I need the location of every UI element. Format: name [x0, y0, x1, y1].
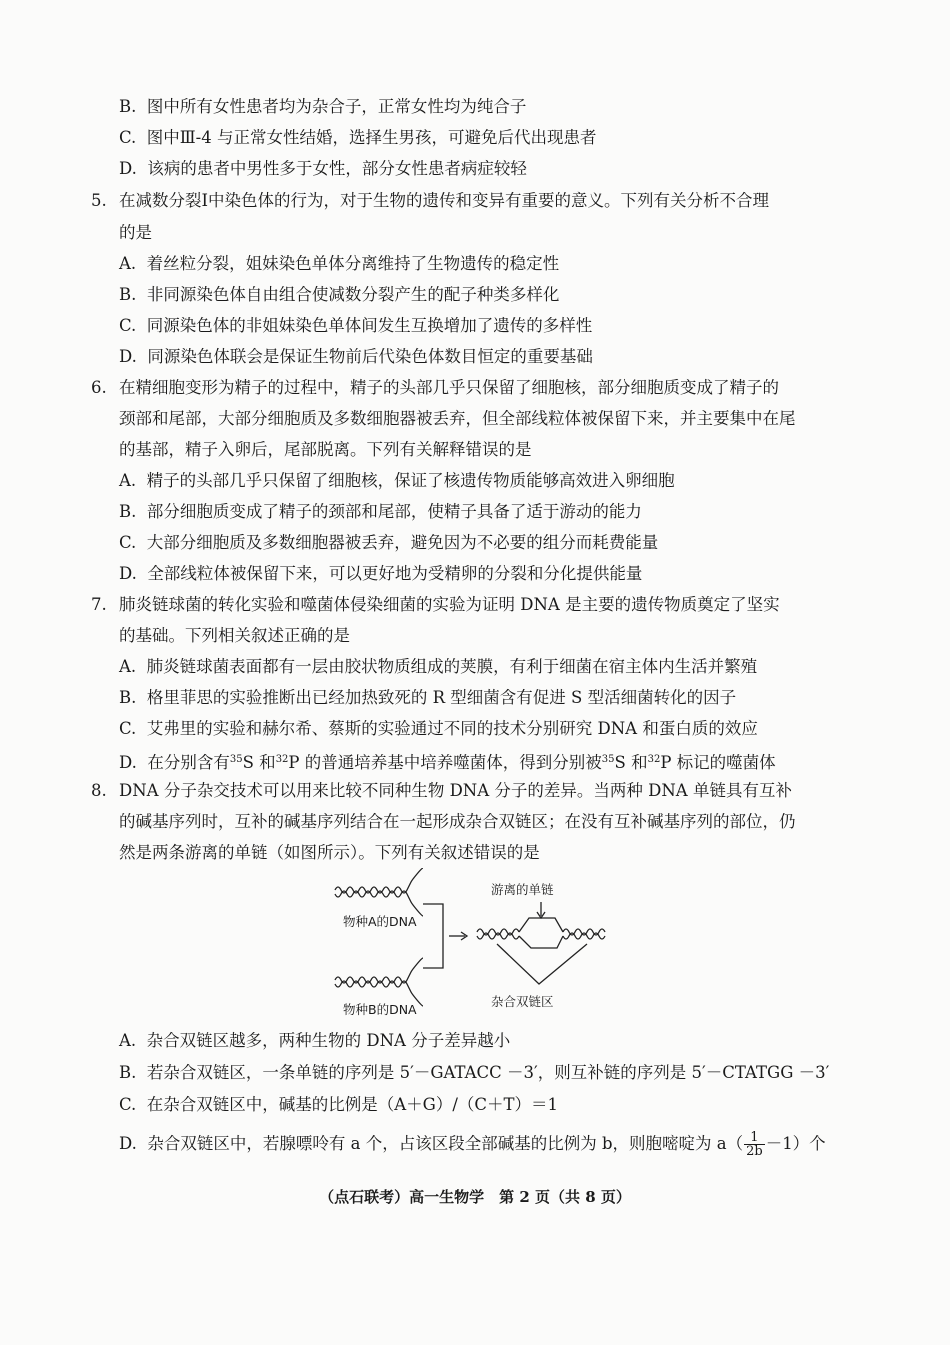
q4-option-c: C. 图中Ⅲ-4 与正常女性结婚，选择生男孩，可避免后代出现患者 — [119, 128, 597, 147]
q6-option-b: B. 部分细胞质变成了精子的颈部和尾部，使精子具备了适于游动的能力 — [119, 502, 642, 521]
q8-option-b: B. 若杂合双链区，一条单链的序列是 5′－GATACC －3′，则互补链的序列是 5′－CTATGG －3′ — [119, 1063, 830, 1082]
hybrid-dna-left — [477, 929, 519, 935]
bracket — [423, 904, 443, 968]
q6-number: 6. — [91, 378, 107, 397]
q7-stem-cont: 的基础。下列相关叙述正确的是 — [119, 626, 350, 645]
q7-d-text-2: S 和 — [242, 753, 276, 772]
free-strand-label: 游离的单链 — [491, 882, 554, 897]
species-b-dna-strand — [335, 958, 423, 983]
q7-option-c: C. 艾弗里的实验和赫尔希、蔡斯的实验通过不同的技术分别研究 DNA 和蛋白质的效应 — [119, 719, 758, 738]
q7-d-text-5: P 标记的噬菌体 — [660, 753, 776, 772]
hybrid-region-label: 杂合双链区 — [491, 994, 554, 1009]
q7-option-a: A. 肺炎链球菌表面都有一层由胶状物质组成的荚膜，有利于细菌在宿主体内生活并繁殖 — [119, 657, 758, 676]
q4-option-d: D. 该病的患者中男性多于女性，部分女性患者病症较轻 — [119, 159, 527, 178]
q7-option-d — [119, 749, 776, 774]
fraction-denominator: 2b — [746, 1144, 763, 1159]
fraction-numerator: 1 — [744, 1131, 765, 1145]
q6-stem: 在精细胞变形为精子的过程中，精子的头部几乎只保留了细胞核，部分细胞质变成了精子的 — [119, 378, 779, 397]
q5-number: 5. — [91, 191, 107, 210]
q7-d-text-3: P 的普通培养基中培养噬菌体，得到分别被 — [288, 753, 602, 772]
q5-option-d: D. 同源染色体联会是保证生物前后代染色体数目恒定的重要基础 — [119, 347, 593, 366]
q7-d-sup-1: 35 — [229, 754, 243, 765]
q8-stem: DNA 分子杂交技术可以用来比较不同种生物 DNA 分子的差异。当两种 DNA 单链具有互补 — [119, 781, 792, 800]
q8-d-text-1: D. 杂合双链区中，若腺嘌呤有 a 个，占该区段全部碱基的比例为 b，则胞嘧啶为 a（ — [119, 1134, 744, 1153]
species-b-label: 物种B的DNA — [343, 1002, 417, 1017]
q7-d-text-4: S 和 — [614, 753, 648, 772]
q7-number: 7. — [91, 595, 107, 614]
species-a-label: 物种A的DNA — [343, 914, 417, 929]
q8-stem-cont: 的碱基序列时，互补的碱基序列结合在一起形成杂合双链区；在没有互补碱基序列的部位，仍 — [119, 812, 796, 831]
q6-option-c: C. 大部分细胞质及多数细胞器被丢弃，避免因为不必要的组分而耗费能量 — [119, 533, 659, 552]
species-a-dna-strand-2 — [335, 891, 423, 916]
q7-d-sup-3: 35 — [601, 754, 615, 765]
q8-option-c: C. 在杂合双链区中，碱基的比例是（A＋G）/（C＋T）＝1 — [119, 1095, 559, 1114]
q5-option-a: A. 着丝粒分裂，姐妹染色单体分离维持了生物遗传的稳定性 — [119, 254, 560, 273]
q5-stem-cont: 的是 — [119, 223, 152, 242]
q7-d-sup-2: 32 — [275, 754, 289, 765]
q6-stem-end: 的基部，精子入卵后，尾部脱离。下列有关解释错误的是 — [119, 440, 532, 459]
fraction — [744, 1131, 765, 1158]
q7-d-sup-4: 32 — [647, 754, 661, 765]
q8-stem-end: 然是两条游离的单链（如图所示）。下列有关叙述错误的是 — [119, 843, 540, 862]
q4-option-b: B. 图中所有女性患者均为杂合子，正常女性均为纯合子 — [119, 97, 527, 116]
q8-number: 8. — [91, 781, 107, 800]
q5-stem: 在减数分裂Ⅰ中染色体的行为，对于生物的遗传和变异有重要的意义。下列有关分析不合理 — [119, 191, 770, 210]
page-footer: （点石联考）高一生物学 第 2 页（共 8 页） — [319, 1188, 631, 1206]
dna-hybridization-diagram — [325, 868, 615, 1020]
q8-option-d — [119, 1131, 826, 1158]
q7-d-text-1: D. 在分别含有 — [119, 753, 230, 772]
q7-option-b: B. 格里菲思的实验推断出已经加热致死的 R 型细菌含有促进 S 型活细菌转化的因子 — [119, 688, 737, 707]
q6-stem-cont: 颈部和尾部，大部分细胞质及多数细胞器被丢弃，但全部线粒体被保留下来，并主要集中在尾 — [119, 409, 796, 428]
q5-option-b: B. 非同源染色体自由组合使减数分裂产生的配子种类多样化 — [119, 285, 560, 304]
q6-option-a: A. 精子的头部几乎只保留了细胞核，保证了核遗传物质能够高效进入卵细胞 — [119, 471, 675, 490]
q8-option-a: A. 杂合双链区越多，两种生物的 DNA 分子差异越小 — [119, 1031, 511, 1050]
species-a-dna-strand — [335, 868, 423, 893]
q5-option-c: C. 同源染色体的非姐妹染色单体间发生互换增加了遗传的多样性 — [119, 316, 593, 335]
hybrid-dna-right — [563, 929, 605, 935]
q8-d-text-2: －1）个 — [765, 1134, 826, 1153]
free-single-strand-bubble — [519, 918, 563, 932]
q6-option-d: D. 全部线粒体被保留下来，可以更好地为受精卵的分裂和分化提供能量 — [119, 564, 643, 583]
hybrid-region-pointer — [497, 944, 587, 984]
q7-stem: 肺炎链球菌的转化实验和噬菌体侵染细菌的实验为证明 DNA 是主要的遗传物质奠定了坚实 — [119, 595, 780, 614]
